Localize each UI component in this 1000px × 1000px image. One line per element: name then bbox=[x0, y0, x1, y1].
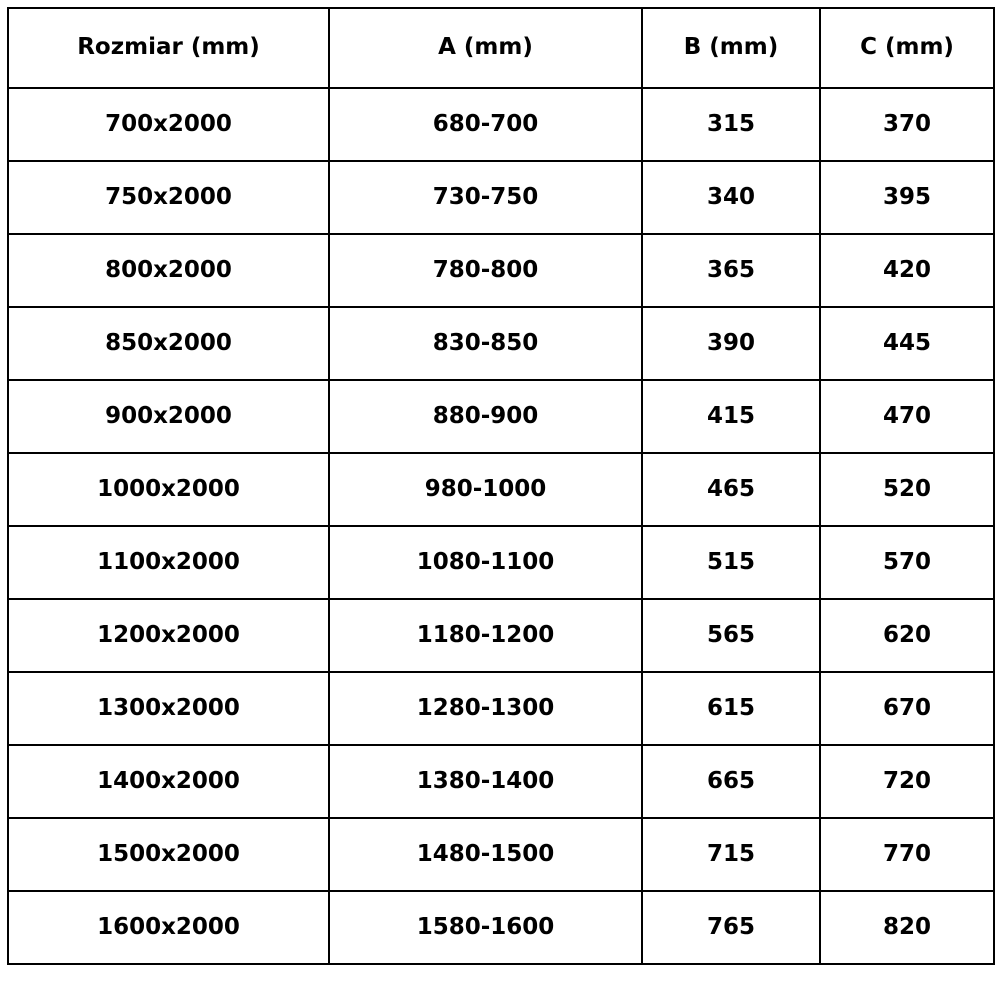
table-row bbox=[8, 88, 994, 161]
table-row bbox=[8, 380, 994, 453]
cell-b: 715 bbox=[642, 818, 820, 891]
cell-a: 1480-1500 bbox=[329, 818, 642, 891]
column-header-a: A (mm) bbox=[329, 8, 642, 88]
cell-rozmiar: 900x2000 bbox=[8, 380, 329, 453]
cell-a: 830-850 bbox=[329, 307, 642, 380]
cell-b: 365 bbox=[642, 234, 820, 307]
cell-b: 340 bbox=[642, 161, 820, 234]
cell-a: 880-900 bbox=[329, 380, 642, 453]
cell-c: 720 bbox=[820, 745, 994, 818]
cell-rozmiar: 850x2000 bbox=[8, 307, 329, 380]
cell-a: 1580-1600 bbox=[329, 891, 642, 964]
cell-rozmiar: 700x2000 bbox=[8, 88, 329, 161]
cell-c: 570 bbox=[820, 526, 994, 599]
cell-b: 515 bbox=[642, 526, 820, 599]
cell-a: 730-750 bbox=[329, 161, 642, 234]
cell-c: 470 bbox=[820, 380, 994, 453]
table-row bbox=[8, 526, 994, 599]
table-row bbox=[8, 161, 994, 234]
cell-b: 390 bbox=[642, 307, 820, 380]
cell-b: 565 bbox=[642, 599, 820, 672]
table-row bbox=[8, 745, 994, 818]
cell-b: 415 bbox=[642, 380, 820, 453]
cell-rozmiar: 1000x2000 bbox=[8, 453, 329, 526]
cell-c: 420 bbox=[820, 234, 994, 307]
cell-b: 315 bbox=[642, 88, 820, 161]
cell-c: 370 bbox=[820, 88, 994, 161]
table-body bbox=[8, 88, 994, 964]
table-row bbox=[8, 234, 994, 307]
cell-b: 615 bbox=[642, 672, 820, 745]
cell-b: 765 bbox=[642, 891, 820, 964]
cell-a: 1380-1400 bbox=[329, 745, 642, 818]
cell-c: 445 bbox=[820, 307, 994, 380]
cell-b: 465 bbox=[642, 453, 820, 526]
table-row bbox=[8, 599, 994, 672]
cell-c: 670 bbox=[820, 672, 994, 745]
table-header bbox=[8, 8, 994, 88]
cell-c: 620 bbox=[820, 599, 994, 672]
column-header-c: C (mm) bbox=[820, 8, 994, 88]
cell-c: 395 bbox=[820, 161, 994, 234]
table-row bbox=[8, 891, 994, 964]
column-header-rozmiar: Rozmiar (mm) bbox=[8, 8, 329, 88]
cell-rozmiar: 1400x2000 bbox=[8, 745, 329, 818]
size-specification-table bbox=[7, 7, 995, 965]
cell-rozmiar: 1100x2000 bbox=[8, 526, 329, 599]
cell-a: 1280-1300 bbox=[329, 672, 642, 745]
table-row bbox=[8, 453, 994, 526]
table-row bbox=[8, 672, 994, 745]
table-header-row bbox=[8, 8, 994, 88]
cell-rozmiar: 1300x2000 bbox=[8, 672, 329, 745]
cell-c: 520 bbox=[820, 453, 994, 526]
cell-a: 1180-1200 bbox=[329, 599, 642, 672]
table-row bbox=[8, 818, 994, 891]
cell-a: 680-700 bbox=[329, 88, 642, 161]
column-header-b: B (mm) bbox=[642, 8, 820, 88]
cell-c: 770 bbox=[820, 818, 994, 891]
cell-a: 780-800 bbox=[329, 234, 642, 307]
cell-a: 1080-1100 bbox=[329, 526, 642, 599]
cell-a: 980-1000 bbox=[329, 453, 642, 526]
cell-rozmiar: 1500x2000 bbox=[8, 818, 329, 891]
table-row bbox=[8, 307, 994, 380]
cell-rozmiar: 800x2000 bbox=[8, 234, 329, 307]
cell-b: 665 bbox=[642, 745, 820, 818]
cell-c: 820 bbox=[820, 891, 994, 964]
cell-rozmiar: 1600x2000 bbox=[8, 891, 329, 964]
cell-rozmiar: 750x2000 bbox=[8, 161, 329, 234]
cell-rozmiar: 1200x2000 bbox=[8, 599, 329, 672]
